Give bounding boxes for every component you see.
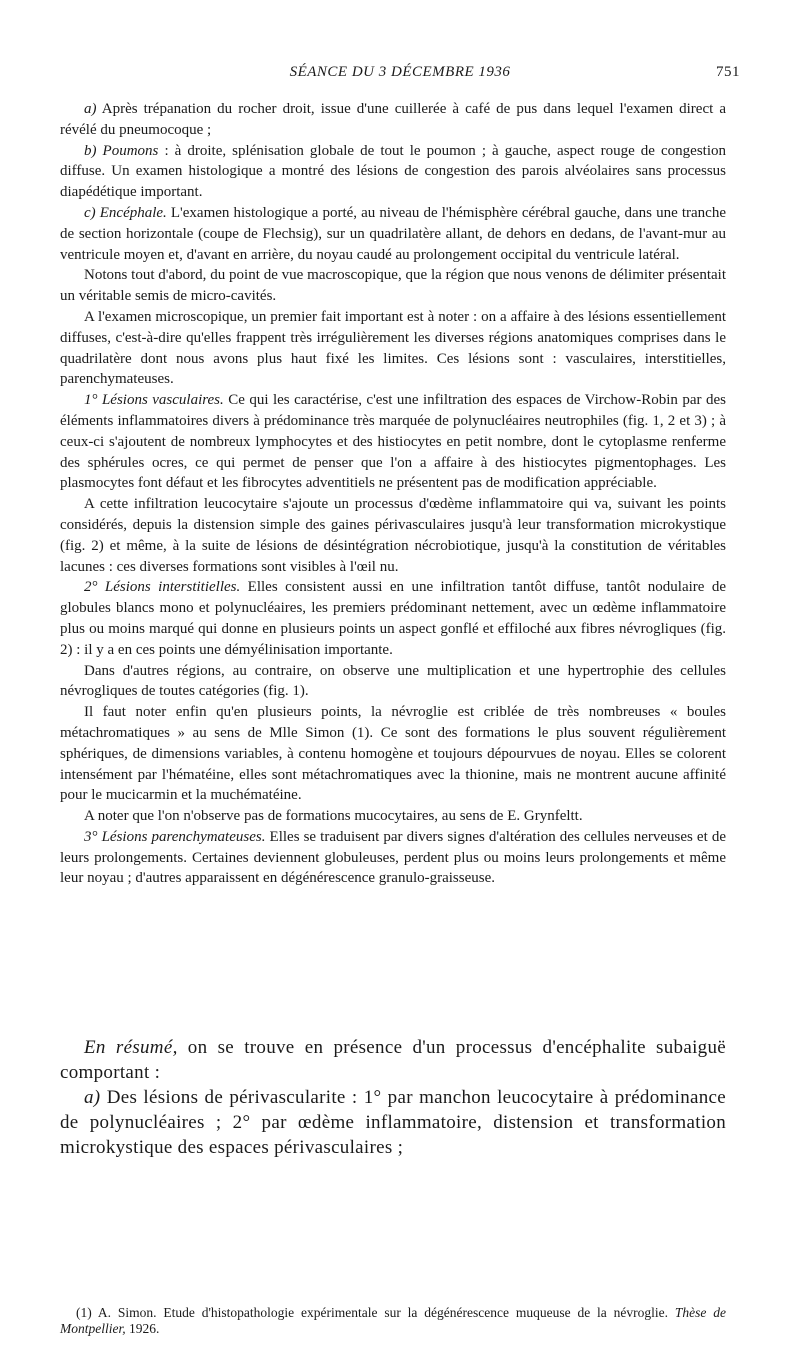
paragraph-text: Dans d'autres régions, au contraire, on observe une multiplication et une hypertrophie des cellules névrogliques de toutes catégories (fig. 1). (60, 662, 726, 700)
footnote-paragraph (60, 1305, 726, 1337)
paragraph-lead: a) (84, 101, 97, 117)
paragraph (60, 494, 726, 577)
footnote-text: (1) A. Simon. Etude d'histopathologie expérimentale sur la dégénérescence muqueuse de la névroglie. (76, 1305, 669, 1320)
paragraph-text: A cette infiltration leucocytaire s'ajoute un processus d'œdème inflammatoire qui va, suivant les points considérés, depuis la distension simple des gaines périvasculaires jusqu'à leur transformation microkystique (fig. 2) et même, à la suite de lésions de désintégration nécrobiotique, jusqu'à la constitution de véritables lacunes : ces diverses formations sont visibles à l'œil nu. (60, 496, 726, 575)
summary-paragraph-lead: En résumé, (84, 1037, 178, 1058)
paragraph-lead: b) Poumons (84, 142, 159, 159)
summary-paragraph-lead: a) (84, 1087, 101, 1108)
paragraph-text: : à droite, splénisation globale de tout le poumon ; à gauche, aspect rouge de congestion diffuse. Un examen histologique a montré des lésions de congestion des parois alvéolaires sans processus diapédétique important. (60, 142, 727, 201)
paragraph-text: Après trépanation du rocher droit, issue d'une cuillerée à café de pus dans lequel l'examen direct a révélé du pneumocoque ; (60, 101, 726, 138)
summary-paragraph (60, 1035, 726, 1085)
paragraph-text: Elles consistent aussi en une infiltration tantôt diffuse, tantôt nodulaire de globules blancs mono et polynucléaires, les premiers prédominant nettement, avec un œdème inflammatoire plus ou moins marqué qui donne en plusieurs points un aspect gonflé et effiloché aux fibres névrogliques (fig. 2) : il y a en ces points une démyélinisation importante. (60, 579, 726, 658)
paragraph-lead: 2° Lésions interstitielles. (84, 579, 241, 596)
footnote (60, 1305, 726, 1337)
paragraph (60, 99, 726, 141)
paragraph-text: Il faut noter enfin qu'en plusieurs points, la névroglie est criblée de très nombreuses « boules métachromatiques » au sens de Mlle Simon (1). Ce sont des formations le plus souvent régulièrement sphériques, de dimensions variables, à contenu homogène et toujours dépourvues de noyau. Elles se colorent intensément par l'hématéine, elles sont métachromatiques avec la thionine, mais ne montrent aucune affinité pour le mucicarmin et la muchématéine. (60, 704, 726, 804)
paragraph (60, 827, 726, 889)
paragraph-text: Elles se traduisent par divers signes d'altération des cellules nerveuses et de leurs prolongements. Certaines deviennent globuleuses, perdent plus ou moins leurs prolongements et même leur noyau ; d'autres apparaissent en dégénérescence granulo-graisseuse. (60, 828, 726, 887)
paragraph (60, 577, 726, 660)
paragraph (60, 806, 726, 827)
paragraph (60, 661, 726, 703)
footnote-italic: Thèse de Montpellier, (60, 1305, 726, 1336)
paragraph-lead: c) Encéphale. (84, 204, 167, 221)
paragraph-lead: 1° Lésions vasculaires. (84, 392, 224, 409)
paragraph-text: Ce qui les caractérise, c'est une infiltration des espaces de Virchow-Robin par des éléments inflammatoires divers à prédominance très marquée de polynucléaires neutrophiles (fig. 1, 2 et 3) ; à ceux-ci s'ajoutent de nombreux lymphocytes et des histiocytes en petit nombre, dont le cytoplasme renferme des sphérules ocres, ce qui permet de penser que l'on a affaire à des histiocytes pigmentophages. Les plasmocytes font défaut et les fibrocytes adventitiels ne présentent pas de modification appréciable. (60, 392, 726, 492)
summary-section (60, 1035, 726, 1160)
paragraph (60, 141, 726, 203)
paragraph-text: Notons tout d'abord, du point de vue macroscopique, que la région que nous venons de délimiter présentait un véritable semis de micro-cavités. (60, 267, 726, 305)
paragraph-text: A noter que l'on n'observe pas de formations mucocytaires, au sens de E. Grynfeltt. (84, 808, 583, 825)
summary-paragraph (60, 1085, 726, 1160)
paragraph (60, 390, 726, 494)
summary-paragraph-text: on se trouve en présence d'un processus d'encéphalite subaiguë comportant : (60, 1037, 726, 1083)
body-text (60, 99, 726, 889)
summary-paragraph-text: Des lésions de périvascularite : 1° par manchon leucocytaire à prédominance de polynucléaires ; 2° par œdème inflammatoire, distension et transformation microkystique des espaces périvasculaires ; (60, 1087, 726, 1158)
paragraph (60, 307, 726, 390)
paragraph-text: L'examen histologique a porté, au niveau de l'hémisphère cérébral gauche, dans une tranche de section horizontale (coupe de Flechsig), sur un quadrilatère allant, de dehors en dedans, de l'avant-mur au ventricule moyen et, d'avant en arrière, du noyau caudé au prolongement occipital du ventricule latéral. (60, 204, 726, 263)
footnote-tail: 1926. (125, 1321, 160, 1336)
paragraph-text: A l'examen microscopique, un premier fait important est à noter : on a affaire à des lésions essentiellement diffuses, c'est-à-dire qu'elles frappent très irrégulièrement les diverses régions anatomiques comprises dans le quadrilatère dont nous avons plus haut fixé les limites. Ces lésions sont : vasculaires, interstitielles, parenchymateuses. (60, 308, 726, 388)
paragraph (60, 203, 726, 265)
paragraph (60, 265, 726, 307)
page-number: 751 (716, 64, 740, 80)
running-header (60, 64, 740, 84)
header-title: SÉANCE DU 3 DÉCEMBRE 1936 (289, 64, 511, 80)
paragraph (60, 702, 726, 806)
paragraph-lead: 3° Lésions parenchymateuses. (84, 828, 266, 845)
